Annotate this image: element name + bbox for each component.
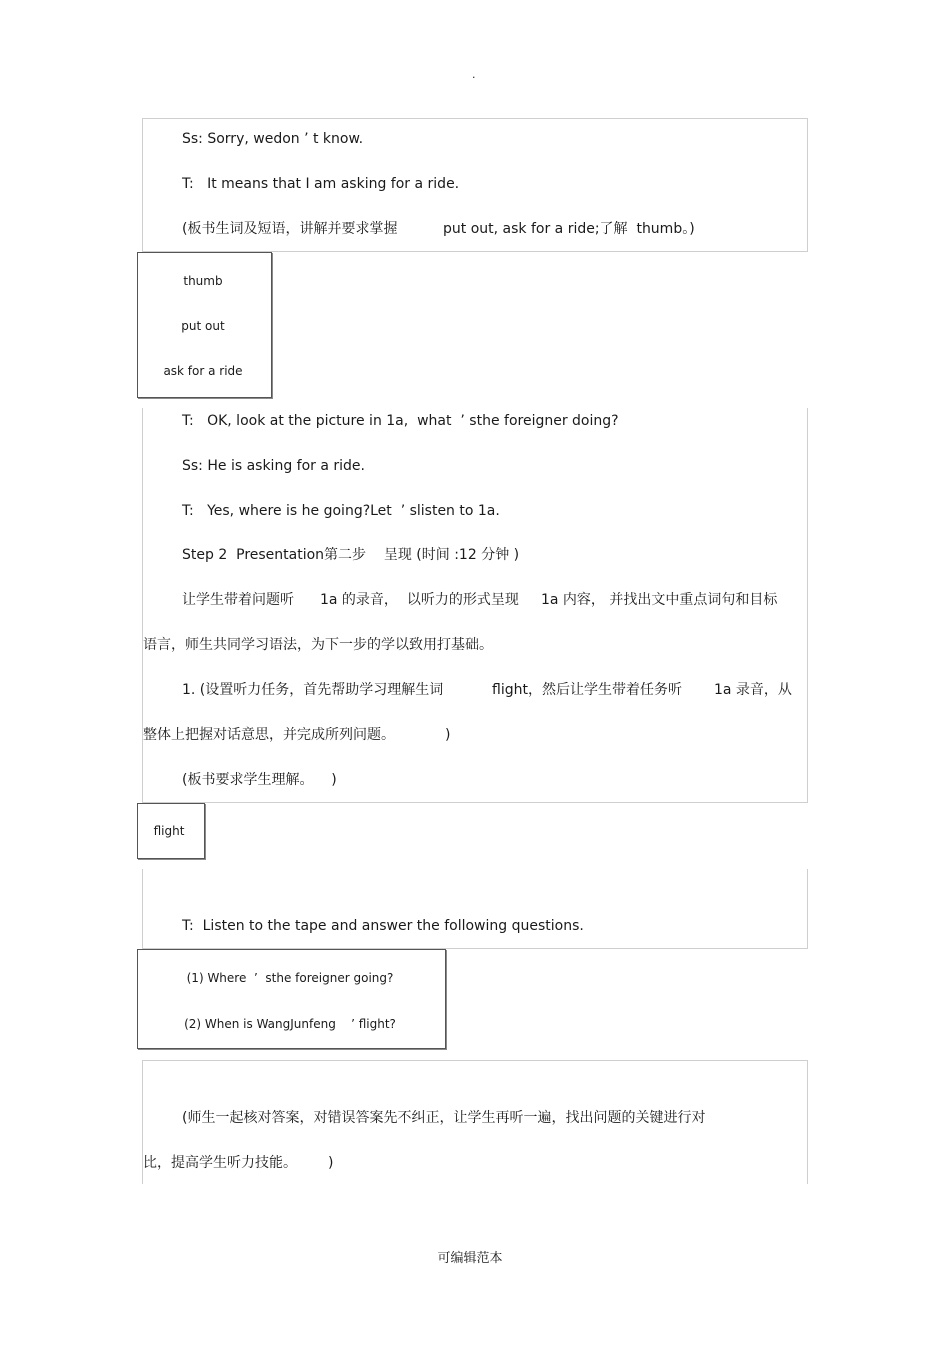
vocab-item: put out xyxy=(181,319,225,333)
dialogue-line: Ss: He is asking for a ride. xyxy=(182,458,365,474)
dialogue-line: Ss: Sorry, wedon ’ t know. xyxy=(182,131,364,147)
dialogue-line: T: It means that I am asking for a ride. xyxy=(182,176,460,192)
board-note: (板书生词及短语，讲解并要求掌握 xyxy=(182,221,398,237)
text-frame-3 xyxy=(142,869,808,949)
dialogue-line: T: Listen to the tape and answer the following questions. xyxy=(182,918,584,934)
question-item: (1) Where ’ sthe foreigner going? xyxy=(186,971,394,985)
vocab-item: flight xyxy=(153,824,185,838)
paragraph-line: ) xyxy=(328,1155,334,1171)
paragraph-line: flight，然后让学生带着任务听 xyxy=(492,682,682,698)
paragraph-line: 语言，师生共同学习语法，为下一步的学以致用打基础。 xyxy=(143,637,493,653)
paragraph-line: 1a 录音，从 xyxy=(714,682,792,698)
vocab-item: thumb xyxy=(183,274,223,288)
paragraph-line: 整体上把握对话意思，并完成所列问题。 xyxy=(143,727,395,743)
vocab-item: ask for a ride xyxy=(163,364,243,378)
dialogue-line: T: Yes, where is he going?Let ’ slisten to 1a. xyxy=(182,503,500,519)
header-mark: . xyxy=(472,68,476,81)
dialogue-line: T: OK, look at the picture in 1a, what ’ sthe foreigner doing? xyxy=(182,413,619,429)
paragraph-line: 比，提高学生听力技能。 xyxy=(143,1155,297,1171)
question-item: (2) When is WangJunfeng ’ flight? xyxy=(184,1017,396,1031)
board-note: (板书要求学生理解。 ) xyxy=(182,772,337,788)
paragraph-line: 让学生带着问题听 xyxy=(182,592,294,608)
paragraph-line: ) xyxy=(445,727,451,743)
page-footer: 可编辑范本 xyxy=(437,1251,503,1266)
paragraph-line: 1a 的录音， 以听力的形式呈现 xyxy=(320,592,519,608)
question-box xyxy=(137,949,446,1049)
paragraph-line: (师生一起核对答案，对错误答案先不纠正，让学生再听一遍，找出问题的关键进行对 xyxy=(182,1110,706,1126)
paragraph-line: 1a 内容， 并找出文中重点词句和目标 xyxy=(541,592,778,608)
step-heading: Step 2 Presentation第二步 呈现 (时间 :12 分钟 ) xyxy=(182,547,520,563)
paragraph-line: 1. (设置听力任务，首先帮助学习理解生词 xyxy=(182,682,444,698)
board-note: put out, ask for a ride;了解 thumb。) xyxy=(443,221,695,237)
